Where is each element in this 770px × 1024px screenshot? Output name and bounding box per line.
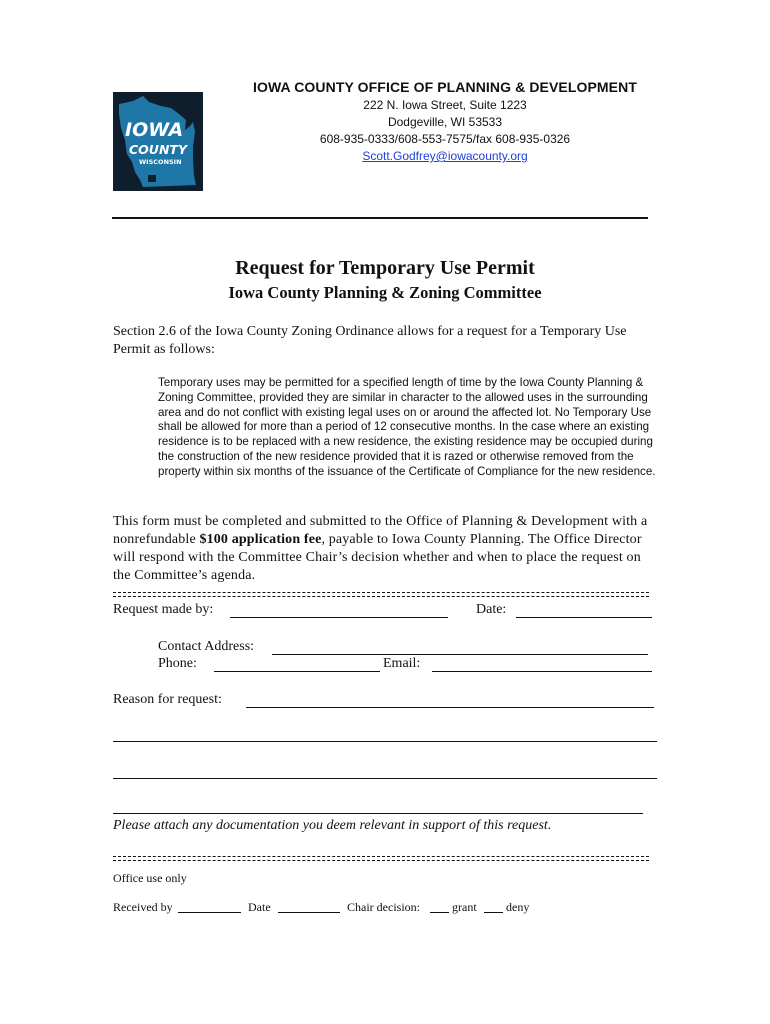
reason-field-line[interactable] (113, 799, 643, 814)
request-made-by-label: Request made by: (113, 602, 214, 617)
date-field[interactable] (516, 603, 652, 618)
office-email-link[interactable]: Scott.Godfrey@iowacounty.org (362, 149, 528, 163)
deny-checkbox-field[interactable] (484, 901, 503, 913)
ordinance-quote: Temporary uses may be permitted for a specified length of time by the Iowa County Planning & Zoning Committee, provided they are similar in character to the allowed uses in the surrounding area and do not conflict with existing legal uses on or around the affected lot. No Temporary Use shall be allowed for more than a period of 12 consecutive months. In the case where an existing residence is to be replaced with a new residence, the existing residence may be occupied during the construction of the new residence provided that it is razed or otherwise removed from the property within six months of the issuance of the Certificate of Compliance for the new residence. (158, 376, 656, 478)
office-city-address: Dodgeville, WI 53533 (387, 115, 503, 129)
wisconsin-map-icon (113, 92, 203, 191)
received-by-label: Received by (113, 900, 173, 914)
deny-label: deny (506, 900, 530, 914)
application-fee: $100 application fee (199, 532, 322, 547)
logo-wisconsin-text: WISCONSIN (139, 158, 182, 166)
contact-address-label: Contact Address: (158, 639, 255, 654)
request-made-by-field[interactable] (230, 603, 448, 618)
header-divider (112, 217, 648, 219)
office-use-heading: Office use only (113, 871, 187, 885)
phone-label: Phone: (158, 656, 197, 671)
office-name: IOWA COUNTY OFFICE OF PLANNING & DEVELOPMENT (253, 79, 637, 95)
submission-text-suffix: , payable to Iowa County Planning. The Office Director will respond with the Committee Chair’s decision whether and when to place the request on the Committee’s agenda. (113, 532, 642, 583)
reason-field-line[interactable] (246, 693, 654, 708)
grant-label: grant (452, 900, 477, 914)
office-date-field[interactable] (278, 901, 340, 913)
reason-field-line[interactable] (113, 727, 657, 742)
document-title: Request for Temporary Use Permit (235, 257, 535, 279)
submission-text-prefix: This form must be completed and submitted to the Office of Planning & Development with a nonrefundable (113, 514, 648, 547)
reason-label: Reason for request: (113, 692, 222, 707)
contact-address-field[interactable] (272, 640, 648, 655)
document-subtitle: Iowa County Planning & Zoning Committee (228, 283, 542, 302)
received-by-field[interactable] (178, 901, 241, 913)
office-street-address: 222 N. Iowa Street, Suite 1223 (363, 98, 527, 112)
chair-decision-label: Chair decision: (347, 900, 420, 914)
logo-county-text: COUNTY (129, 142, 187, 157)
email-label: Email: (383, 656, 421, 671)
section-divider (113, 592, 649, 597)
county-logo (113, 92, 203, 191)
intro-paragraph: Section 2.6 of the Iowa County Zoning Ordinance allows for a request for a Temporary Use Permit as follows: (113, 324, 627, 357)
reason-field-line[interactable] (113, 764, 657, 779)
email-field[interactable] (432, 657, 652, 672)
office-date-label: Date (248, 900, 271, 914)
grant-checkbox-field[interactable] (430, 901, 449, 913)
submission-instructions (113, 513, 658, 585)
attachment-note: Please attach any documentation you deem relevant in support of this request. (113, 818, 552, 833)
section-divider (113, 856, 649, 861)
logo-iowa-text: IOWA (125, 119, 184, 141)
office-phone-fax: 608-935-0333/608-553-7575/fax 608-935-0326 (319, 132, 571, 146)
date-label: Date: (476, 602, 507, 617)
phone-field[interactable] (214, 657, 380, 672)
